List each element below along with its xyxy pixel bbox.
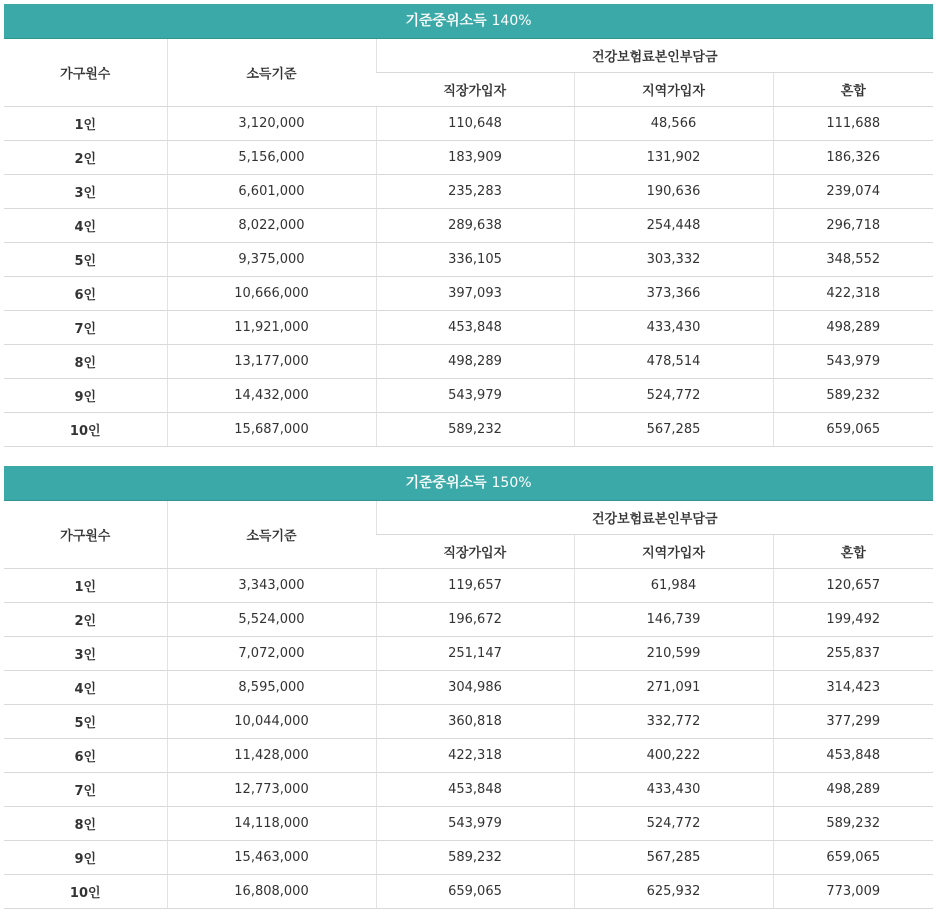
income-table-150 (4, 501, 933, 909)
table-row (4, 773, 933, 807)
cell-household: 9인 (4, 379, 167, 413)
cell-mixed: 659,065 (773, 841, 933, 875)
cell-mixed: 422,318 (773, 277, 933, 311)
table-body (4, 107, 933, 447)
table-row (4, 671, 933, 705)
cell-household: 3인 (4, 637, 167, 671)
table-section-140 (4, 4, 933, 447)
table-row (4, 569, 933, 603)
table-row (4, 875, 933, 909)
cell-regional: 131,902 (574, 141, 773, 175)
table-row (4, 243, 933, 277)
cell-regional: 332,772 (574, 705, 773, 739)
cell-employee: 304,986 (376, 671, 574, 705)
cell-mixed: 659,065 (773, 413, 933, 447)
cell-regional: 210,599 (574, 637, 773, 671)
cell-income: 3,120,000 (167, 107, 376, 141)
income-table-140 (4, 39, 933, 447)
cell-regional: 146,739 (574, 603, 773, 637)
cell-mixed: 543,979 (773, 345, 933, 379)
cell-income: 14,118,000 (167, 807, 376, 841)
cell-employee: 498,289 (376, 345, 574, 379)
cell-household: 10인 (4, 413, 167, 447)
cell-employee: 422,318 (376, 739, 574, 773)
cell-regional: 433,430 (574, 311, 773, 345)
table-row (4, 277, 933, 311)
cell-regional: 61,984 (574, 569, 773, 603)
cell-income: 16,808,000 (167, 875, 376, 909)
table-row (4, 141, 933, 175)
cell-income: 13,177,000 (167, 345, 376, 379)
cell-income: 14,432,000 (167, 379, 376, 413)
cell-income: 9,375,000 (167, 243, 376, 277)
cell-household: 2인 (4, 141, 167, 175)
table-row (4, 379, 933, 413)
header-premium-group: 건강보험료본인부담금 (376, 39, 933, 73)
banner-title: 기준중위소득 (405, 13, 487, 29)
cell-employee: 183,909 (376, 141, 574, 175)
cell-household: 10인 (4, 875, 167, 909)
cell-employee: 589,232 (376, 841, 574, 875)
cell-employee: 196,672 (376, 603, 574, 637)
cell-regional: 567,285 (574, 841, 773, 875)
cell-household: 8인 (4, 807, 167, 841)
cell-income: 11,428,000 (167, 739, 376, 773)
cell-mixed: 589,232 (773, 807, 933, 841)
header-regional: 지역가입자 (574, 73, 773, 107)
header-mixed: 혼합 (773, 535, 933, 569)
cell-employee: 110,648 (376, 107, 574, 141)
table-banner (4, 466, 933, 501)
cell-mixed: 498,289 (773, 773, 933, 807)
header-employee: 직장가입자 (376, 73, 574, 107)
table-row (4, 705, 933, 739)
header-premium-group: 건강보험료본인부담금 (376, 501, 933, 535)
cell-household: 4인 (4, 671, 167, 705)
banner-percent: 140% (491, 13, 532, 29)
cell-income: 8,022,000 (167, 209, 376, 243)
cell-regional: 190,636 (574, 175, 773, 209)
cell-employee: 543,979 (376, 807, 574, 841)
header-household: 가구원수 (4, 501, 167, 569)
cell-regional: 567,285 (574, 413, 773, 447)
cell-income: 3,343,000 (167, 569, 376, 603)
cell-household: 5인 (4, 705, 167, 739)
table-row (4, 841, 933, 875)
cell-regional: 625,932 (574, 875, 773, 909)
table-row (4, 739, 933, 773)
cell-regional: 271,091 (574, 671, 773, 705)
cell-regional: 524,772 (574, 807, 773, 841)
header-regional: 지역가입자 (574, 535, 773, 569)
cell-household: 1인 (4, 569, 167, 603)
cell-mixed: 239,074 (773, 175, 933, 209)
cell-regional: 433,430 (574, 773, 773, 807)
header-income: 소득기준 (167, 501, 376, 569)
cell-employee: 360,818 (376, 705, 574, 739)
cell-regional: 524,772 (574, 379, 773, 413)
cell-household: 4인 (4, 209, 167, 243)
cell-mixed: 186,326 (773, 141, 933, 175)
cell-income: 15,687,000 (167, 413, 376, 447)
cell-employee: 336,105 (376, 243, 574, 277)
header-mixed: 혼합 (773, 73, 933, 107)
cell-mixed: 589,232 (773, 379, 933, 413)
banner-title: 기준중위소득 (405, 475, 487, 491)
cell-household: 6인 (4, 739, 167, 773)
cell-employee: 589,232 (376, 413, 574, 447)
cell-income: 12,773,000 (167, 773, 376, 807)
cell-mixed: 377,299 (773, 705, 933, 739)
cell-regional: 400,222 (574, 739, 773, 773)
cell-regional: 373,366 (574, 277, 773, 311)
cell-employee: 235,283 (376, 175, 574, 209)
table-row (4, 603, 933, 637)
cell-mixed: 453,848 (773, 739, 933, 773)
cell-income: 10,666,000 (167, 277, 376, 311)
cell-mixed: 314,423 (773, 671, 933, 705)
cell-regional: 254,448 (574, 209, 773, 243)
cell-mixed: 120,657 (773, 569, 933, 603)
cell-employee: 119,657 (376, 569, 574, 603)
cell-mixed: 255,837 (773, 637, 933, 671)
cell-mixed: 111,688 (773, 107, 933, 141)
cell-employee: 397,093 (376, 277, 574, 311)
cell-regional: 303,332 (574, 243, 773, 277)
cell-household: 7인 (4, 773, 167, 807)
header-income: 소득기준 (167, 39, 376, 107)
cell-mixed: 348,552 (773, 243, 933, 277)
table-row (4, 807, 933, 841)
cell-income: 10,044,000 (167, 705, 376, 739)
cell-income: 5,524,000 (167, 603, 376, 637)
table-row (4, 345, 933, 379)
table-banner (4, 4, 933, 39)
header-household: 가구원수 (4, 39, 167, 107)
table-body (4, 569, 933, 909)
cell-household: 7인 (4, 311, 167, 345)
cell-income: 5,156,000 (167, 141, 376, 175)
table-row (4, 209, 933, 243)
cell-mixed: 498,289 (773, 311, 933, 345)
cell-household: 3인 (4, 175, 167, 209)
table-row (4, 175, 933, 209)
table-row (4, 413, 933, 447)
table-row (4, 107, 933, 141)
cell-employee: 289,638 (376, 209, 574, 243)
cell-employee: 453,848 (376, 311, 574, 345)
cell-mixed: 296,718 (773, 209, 933, 243)
cell-employee: 543,979 (376, 379, 574, 413)
cell-household: 5인 (4, 243, 167, 277)
cell-income: 6,601,000 (167, 175, 376, 209)
table-row (4, 311, 933, 345)
cell-income: 7,072,000 (167, 637, 376, 671)
cell-household: 8인 (4, 345, 167, 379)
cell-regional: 48,566 (574, 107, 773, 141)
table-row (4, 637, 933, 671)
cell-employee: 453,848 (376, 773, 574, 807)
cell-household: 6인 (4, 277, 167, 311)
cell-household: 9인 (4, 841, 167, 875)
header-employee: 직장가입자 (376, 535, 574, 569)
cell-employee: 659,065 (376, 875, 574, 909)
cell-income: 15,463,000 (167, 841, 376, 875)
cell-income: 11,921,000 (167, 311, 376, 345)
cell-household: 1인 (4, 107, 167, 141)
cell-mixed: 199,492 (773, 603, 933, 637)
cell-household: 2인 (4, 603, 167, 637)
cell-regional: 478,514 (574, 345, 773, 379)
cell-employee: 251,147 (376, 637, 574, 671)
table-section-150 (4, 466, 933, 909)
banner-percent: 150% (491, 475, 532, 491)
cell-mixed: 773,009 (773, 875, 933, 909)
cell-income: 8,595,000 (167, 671, 376, 705)
